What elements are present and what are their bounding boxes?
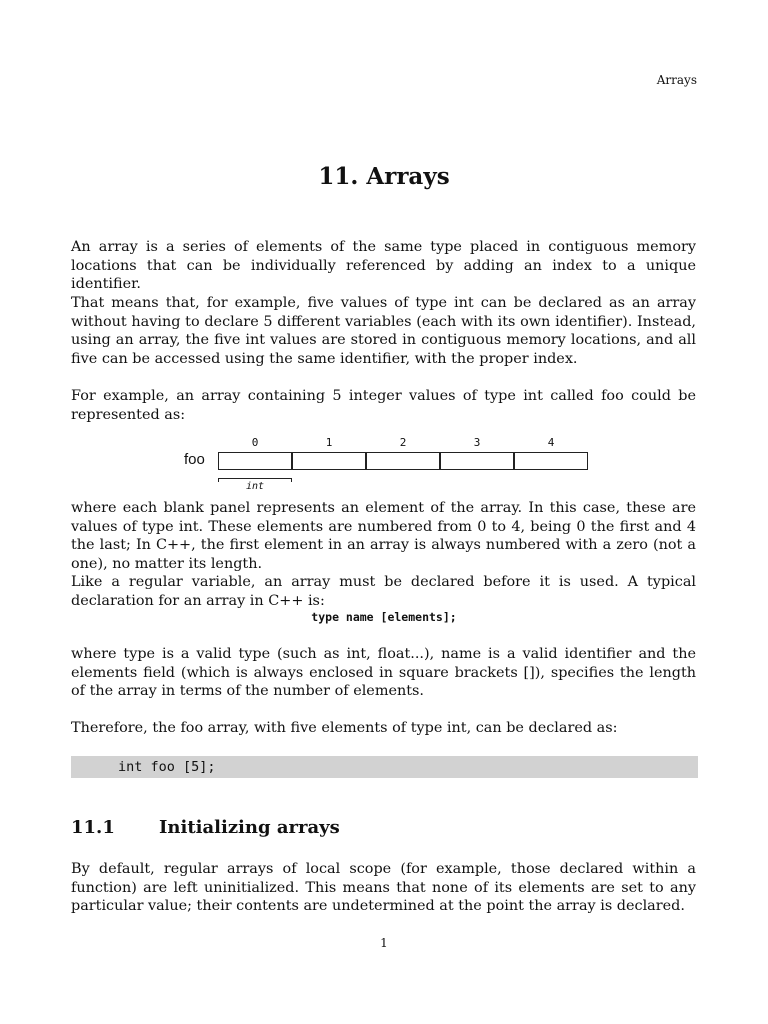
- figure-index-0: 0: [251, 436, 259, 449]
- figure-index-3: 3: [473, 436, 481, 449]
- paragraph-default: By default, regular arrays of local scope (for example, those declared within a function) are left uninitialized. This means that none of its elements are set to any particular value; their contents are undetermined at the point the array is declared.: [71, 861, 696, 915]
- array-figure: [180, 434, 600, 496]
- paragraph-intro: An array is a series of elements of the same type placed in contiguous memory locations that can be individually referenced by adding an index to a unique identifier.: [71, 239, 696, 293]
- figure-cell-2: [366, 452, 440, 470]
- section-heading: [71, 817, 340, 838]
- paragraph-therefore: Therefore, the foo array, with five elements of type int, can be declared as:: [71, 720, 618, 736]
- figure-cell-1: [292, 452, 366, 470]
- paragraph-blank-panel: where each blank panel represents an element of the array. In this case, these are values of type int. These elements are numbered from 0 to 4, being 0 the first and 4 the last; In C++, the first element in an array is always numbered with a zero (not a one), no matter its length.: [71, 500, 696, 572]
- declaration-syntax: type name [elements];: [311, 610, 457, 624]
- section-number: 11.1: [71, 817, 115, 838]
- figure-index-4: 4: [547, 436, 555, 449]
- figure-index-1: 1: [325, 436, 333, 449]
- page-number: 1: [380, 936, 388, 950]
- figure-index-2: 2: [399, 436, 407, 449]
- paragraph-means: That means that, for example, five values of type int can be declared as an array without having to declare 5 different variables (each with its own identifier). Instead, using an array, the five int values are stored in contiguous memory locations, and all five can be accessed using the same identifier, with the proper index.: [71, 295, 696, 367]
- figure-cell-4: [514, 452, 588, 470]
- code-block: int foo [5];: [71, 756, 698, 778]
- figure-cell-3: [440, 452, 514, 470]
- figure-element-type: int: [245, 481, 265, 492]
- figure-array-name: foo: [184, 451, 205, 468]
- paragraph-regular-variable: Like a regular variable, an array must be declared before it is used. A typical declaration for an array in C++ is:: [71, 574, 696, 609]
- chapter-title: 11. Arrays: [318, 163, 450, 190]
- figure-cell-0: [218, 452, 292, 470]
- paragraph-example: For example, an array containing 5 integer values of type int called foo could be represented as:: [71, 388, 696, 423]
- section-title: Initializing arrays: [159, 817, 340, 838]
- running-header: Arrays: [656, 73, 697, 87]
- paragraph-where-type: where type is a valid type (such as int, float...), name is a valid identifier and the elements field (which is always enclosed in square brackets []), specifies the length of the array in terms of the number of elements.: [71, 646, 696, 700]
